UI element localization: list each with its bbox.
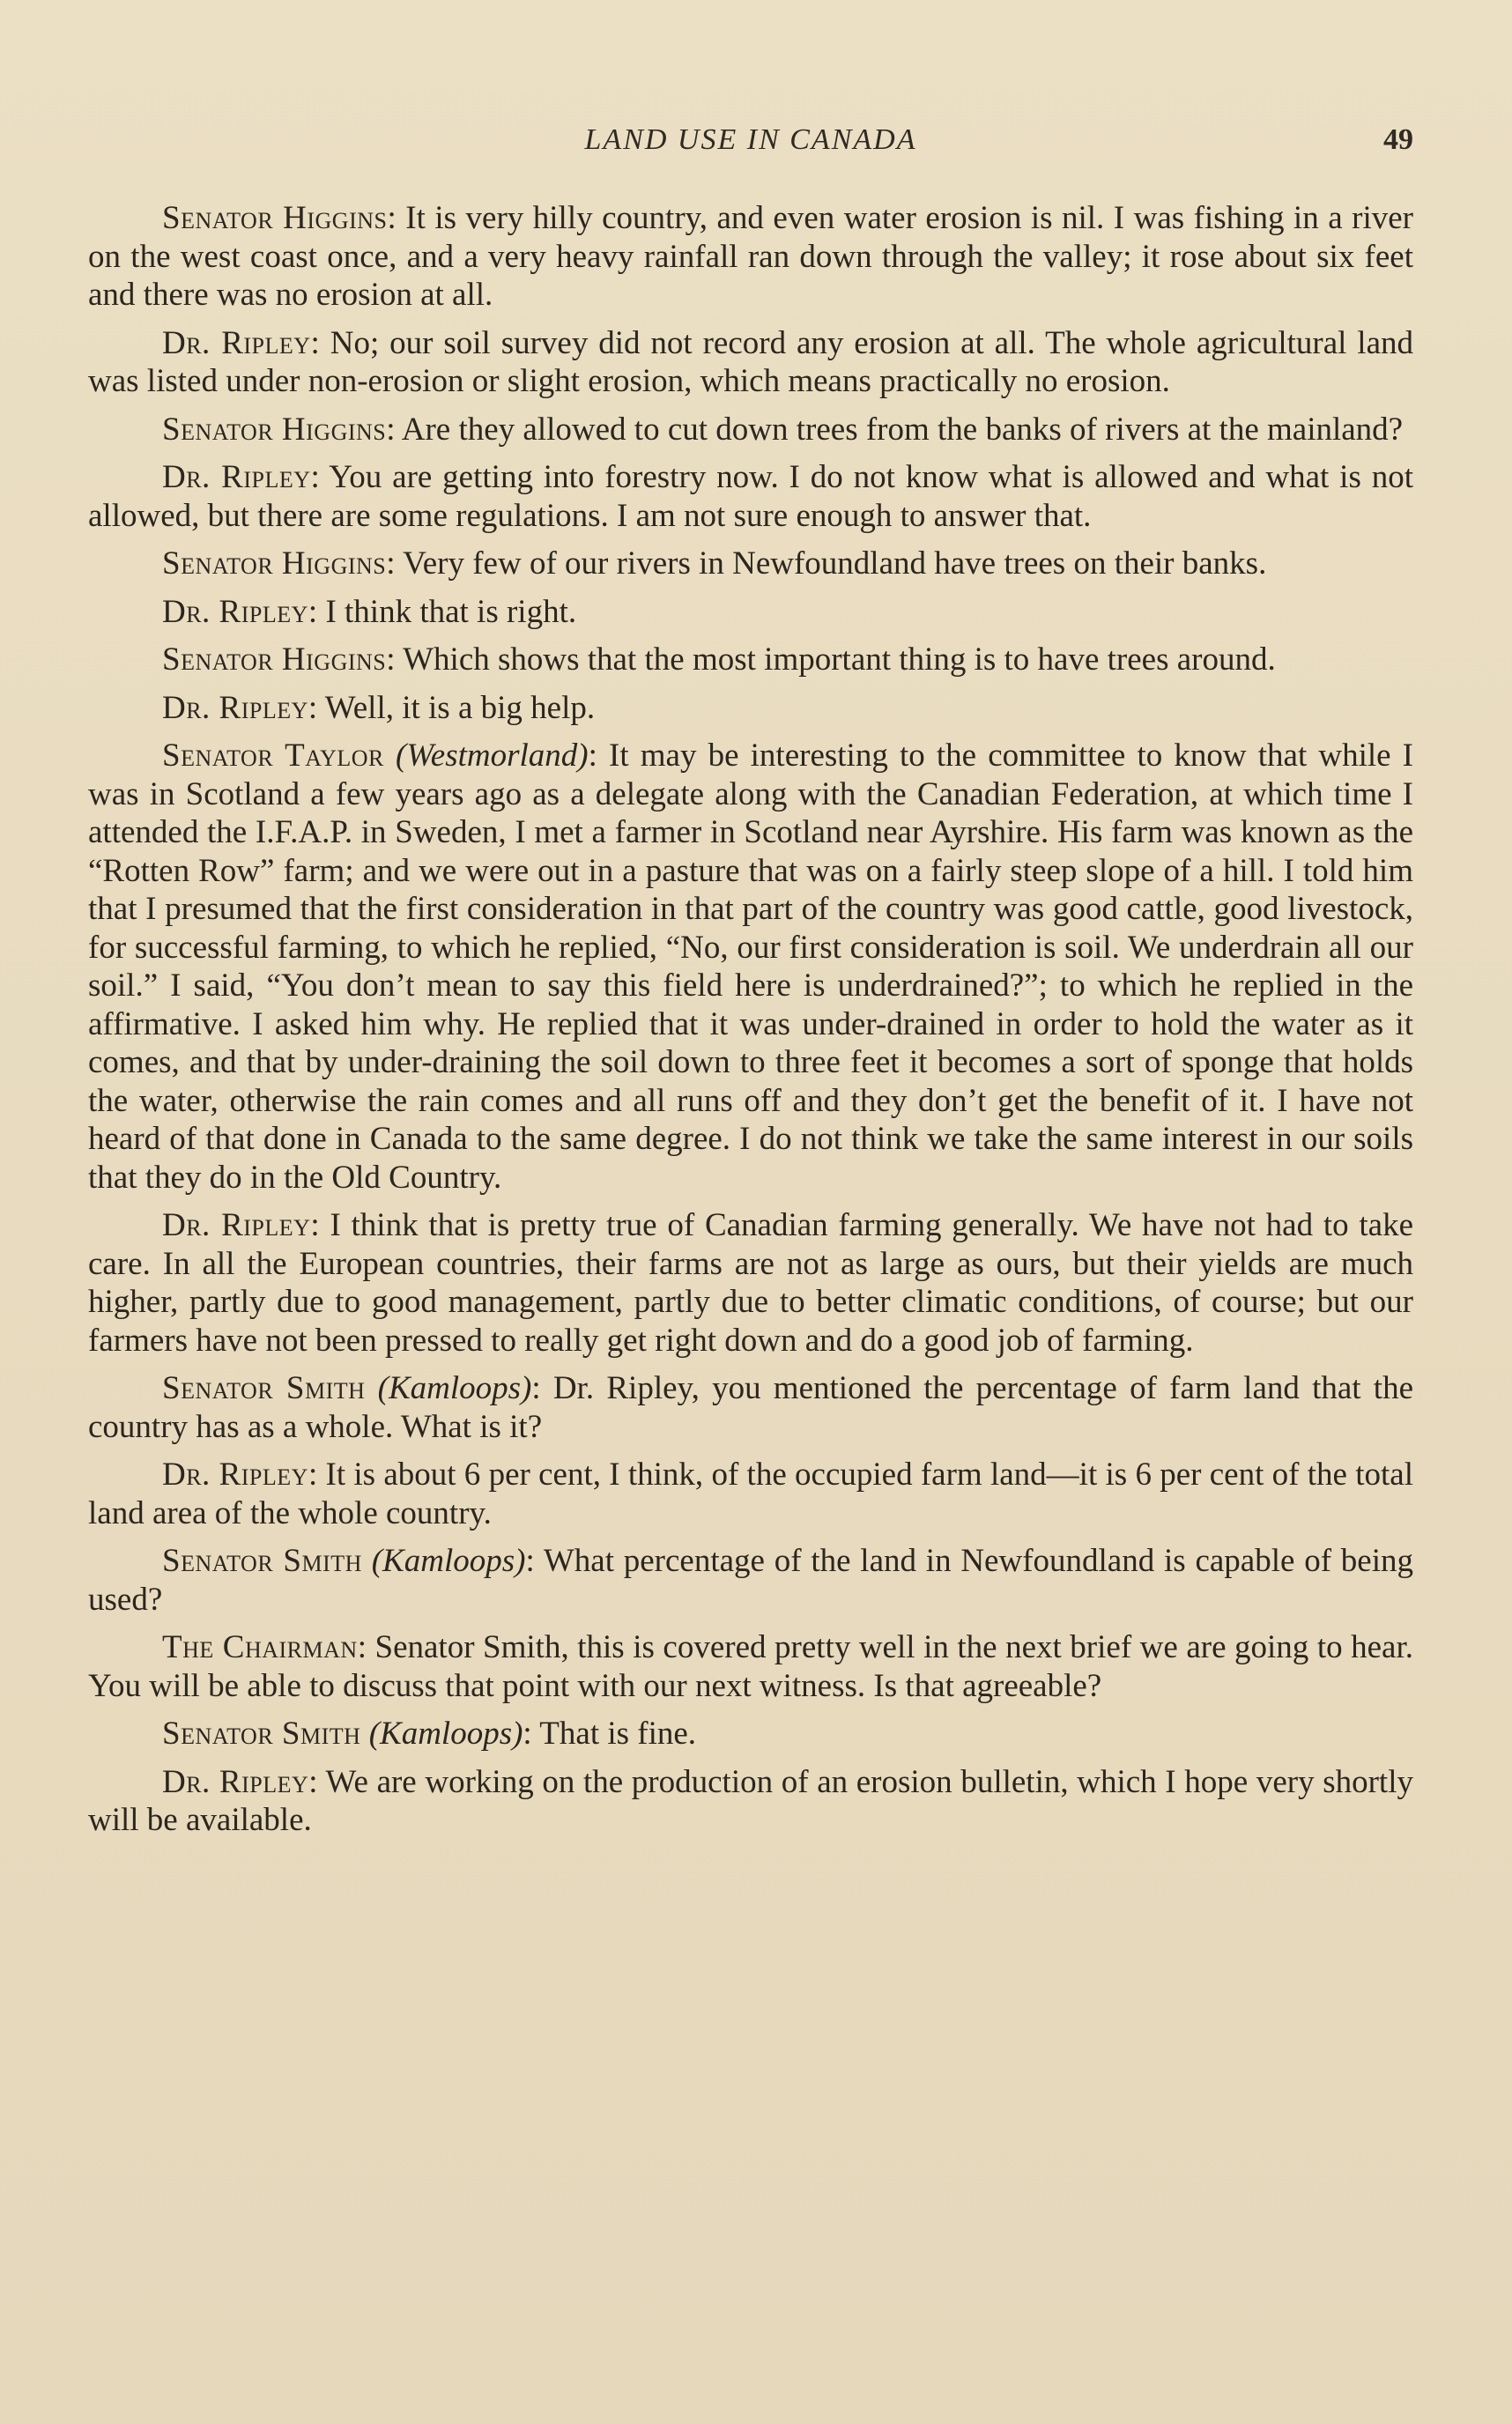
speaker-name: Senator Smith	[162, 1716, 361, 1752]
speaker-name: Dr. Ripley	[162, 1763, 309, 1800]
speaker-name: Senator Taylor	[162, 738, 384, 774]
transcript-paragraph: Dr. Ripley: No; our soil survey did not record any erosion at all. The whole agricultural land was listed under non-erosion or slight erosion, which means practically no erosion.	[88, 324, 1414, 399]
statement-text: I think that is pretty true of Canadian farming generally. We have not had to take care. In all the European countries, their farms are not as large as ours, but their yields are much higher, partly due to good management, partly due to better climatic conditions, of course; but our farmers have not been pressed to really get right down and do a good job of farming.	[88, 1207, 1413, 1359]
running-header	[88, 123, 1413, 167]
speaker-riding: (Westmorland)	[396, 738, 589, 774]
statement-text: You are getting into forestry now. I do not know what is allowed and what is not allowed, but there are some regulations. I am not sure enough to answer that.	[88, 459, 1413, 534]
transcript-paragraph: Dr. Ripley: You are getting into forestry now. I do not know what is allowed and what is not allowed, but there are some regulations. I am not sure enough to answer that.	[88, 459, 1413, 534]
statement-text: It is about 6 per cent, I think, of the occupied farm land—it is 6 per cent of the total land area of the whole country.	[88, 1457, 1413, 1531]
speaker-riding: (Kamloops)	[377, 1370, 532, 1406]
speaker-name: Senator Higgins	[162, 545, 387, 582]
transcript-paragraph: Senator Higgins: It is very hilly country, and even water erosion is nil. I was fishing in a river on the west coast once, and a very heavy rainfall ran down through the valley; it rose about six feet and there was no erosion at all.	[88, 200, 1413, 313]
speaker-name: Dr. Ripley	[162, 689, 308, 726]
transcript-paragraph: Dr. Ripley: I think that is pretty true of Canadian farming generally. We have not had to take care. In all the European countries, their farms are not as large as ours, but their yields are much higher, partly due to good management, partly due to better climatic conditions, of course; but our farmers have not been pressed to really get right down and do a good job of farming.	[88, 1207, 1413, 1359]
speaker-riding: (Kamloops)	[371, 1543, 526, 1579]
statement-text: We are working on the production of an erosion bulletin, which I hope very shortly will be available.	[88, 1763, 1413, 1838]
speaker-riding: (Kamloops)	[368, 1716, 523, 1752]
statement-text: Dr. Ripley, you mentioned the percentage of farm land that the country has as a whole. What is it?	[88, 1370, 1414, 1445]
statement-text: Which shows that the most important thing is to have trees around.	[403, 641, 1276, 678]
statement-text: What percentage of the land in Newfoundland is capable of being used?	[88, 1543, 1413, 1618]
transcript-paragraph: The Chairman: Senator Smith, this is covered pretty well in the next brief we are going to hear. You will be able to discuss that point with our next witness. Is that agreeable?	[88, 1629, 1413, 1704]
speaker-name: Dr. Ripley	[162, 459, 311, 495]
speaker-name: Dr. Ripley	[162, 593, 308, 630]
transcript-paragraph: Senator Smith (Kamloops): What percentage of the land in Newfoundland is capable of being used?	[88, 1543, 1413, 1618]
speaker-name: Dr. Ripley	[162, 324, 311, 361]
speaker-name: Senator Smith	[162, 1543, 362, 1579]
statement-text: No; our soil survey did not record any erosion at all. The whole agricultural land was listed under non-erosion or slight erosion, which means practically no erosion.	[88, 324, 1414, 399]
statement-text: Are they allowed to cut down trees from the banks of rivers at the mainland?	[401, 411, 1404, 448]
transcript-paragraph: Senator Higgins: Which shows that the most important thing is to have trees around.	[162, 641, 1276, 678]
speaker-name: Senator Higgins	[162, 641, 387, 678]
transcript-paragraph: Dr. Ripley: It is about 6 per cent, I think, of the occupied farm land—it is 6 per cent of the total land area of the whole country.	[88, 1457, 1413, 1531]
transcript-paragraph: Senator Smith (Kamloops): Dr. Ripley, you mentioned the percentage of farm land that the country has as a whole. What is it?	[88, 1370, 1414, 1445]
transcript-paragraph: Dr. Ripley: Well, it is a big help.	[162, 689, 596, 726]
transcript-paragraph: Senator Taylor (Westmorland): It may be interesting to the committee to know that while I was in Scotland a few years ago as a delegate along with the Canadian Federation, at which time I attended the I.F.A.P. in Sweden, I met a farmer in Scotland near Ayrshire. His farm was known as the “Rotten Row” farm; and we were out in a pasture that was on a fairly steep slope of a hill. I told him that I presumed that the first consideration in that part of the country was good cattle, good livestock, for successful farming, to which he replied, “No, our first consideration is soil. We underdrain all our soil.” I said, “You don’t mean to say this field here is underdrained?”; to which he replied in the affirmative. I asked him why. He replied that it was under-drained in order to hold the water as it comes, and that by under-draining the soil down to three feet it becomes a sort of sponge that holds the water, otherwise the rain comes and all runs off and they don’t get the benefit of it. I have not heard of that done in Canada to the same degree. I do not think we take the same interest in our soils that they do in the Old Country.	[88, 738, 1414, 1196]
transcript-paragraph: Dr. Ripley: I think that is right.	[162, 593, 577, 630]
statement-text: It may be interesting to the committee to know that while I was in Scotland a few years ago as a delegate along with the Canadian Federation, at which time I attended the I.F.A.P. in Sweden, I met a farmer in Scotland near Ayrshire. His farm was known as the “Rotten Row” farm; and we were out in a pasture that was on a fairly steep slope of a hill. I told him that I presumed that the first consideration in that part of the country was good cattle, good livestock, for successful farming, to which he replied, “No, our first consideration is soil. We underdrain all our soil.” I said, “You don’t mean to say this field here is underdrained?”; to which he replied in the affirmative. I asked him why. He replied that it was under-drained in order to hold the water as it comes, and that by under-draining the soil down to three feet it becomes a sort of sponge that holds the water, otherwise the rain comes and all runs off and they don’t get the benefit of it. I have not heard of that done in Canada to the same degree. I do not think we take the same interest in our soils that they do in the Old Country.	[88, 738, 1414, 1196]
speaker-name: Dr. Ripley	[162, 1207, 311, 1243]
speaker-name: The Chairman	[162, 1629, 358, 1665]
transcript-paragraph: Dr. Ripley: We are working on the production of an erosion bulletin, which I hope very shortly will be available.	[88, 1763, 1413, 1838]
transcript-paragraph: Senator Higgins: Very few of our rivers in Newfoundland have trees on their banks.	[162, 545, 1267, 582]
speaker-name: Senator Higgins	[162, 411, 387, 448]
page-number: 49	[1383, 123, 1413, 156]
speaker-name: Senator Smith	[162, 1370, 366, 1406]
statement-text: Well, it is a big help.	[324, 689, 596, 726]
statement-text: It is very hilly country, and even water erosion is nil. I was fishing in a river on the west coast once, and a very heavy rainfall ran down through the valley; it rose about six feet and there was no erosion at all.	[88, 200, 1413, 313]
statement-text: Very few of our rivers in Newfoundland have trees on their banks.	[403, 545, 1267, 582]
transcript-paragraph: Senator Higgins: Are they allowed to cut down trees from the banks of rivers at the mainland?	[162, 411, 1404, 448]
running-title: LAND USE IN CANADA	[584, 123, 917, 156]
transcript-body	[88, 199, 1413, 1850]
statement-text: Senator Smith, this is covered pretty well in the next brief we are going to hear. You will be able to discuss that point with our next witness. Is that agreeable?	[88, 1629, 1413, 1704]
statement-text: I think that is right.	[325, 593, 577, 630]
statement-text: That is fine.	[539, 1716, 697, 1752]
speaker-name: Dr. Ripley	[162, 1457, 308, 1493]
transcript-paragraph: Senator Smith (Kamloops): That is fine.	[162, 1716, 697, 1752]
speaker-name: Senator Higgins	[162, 200, 388, 236]
